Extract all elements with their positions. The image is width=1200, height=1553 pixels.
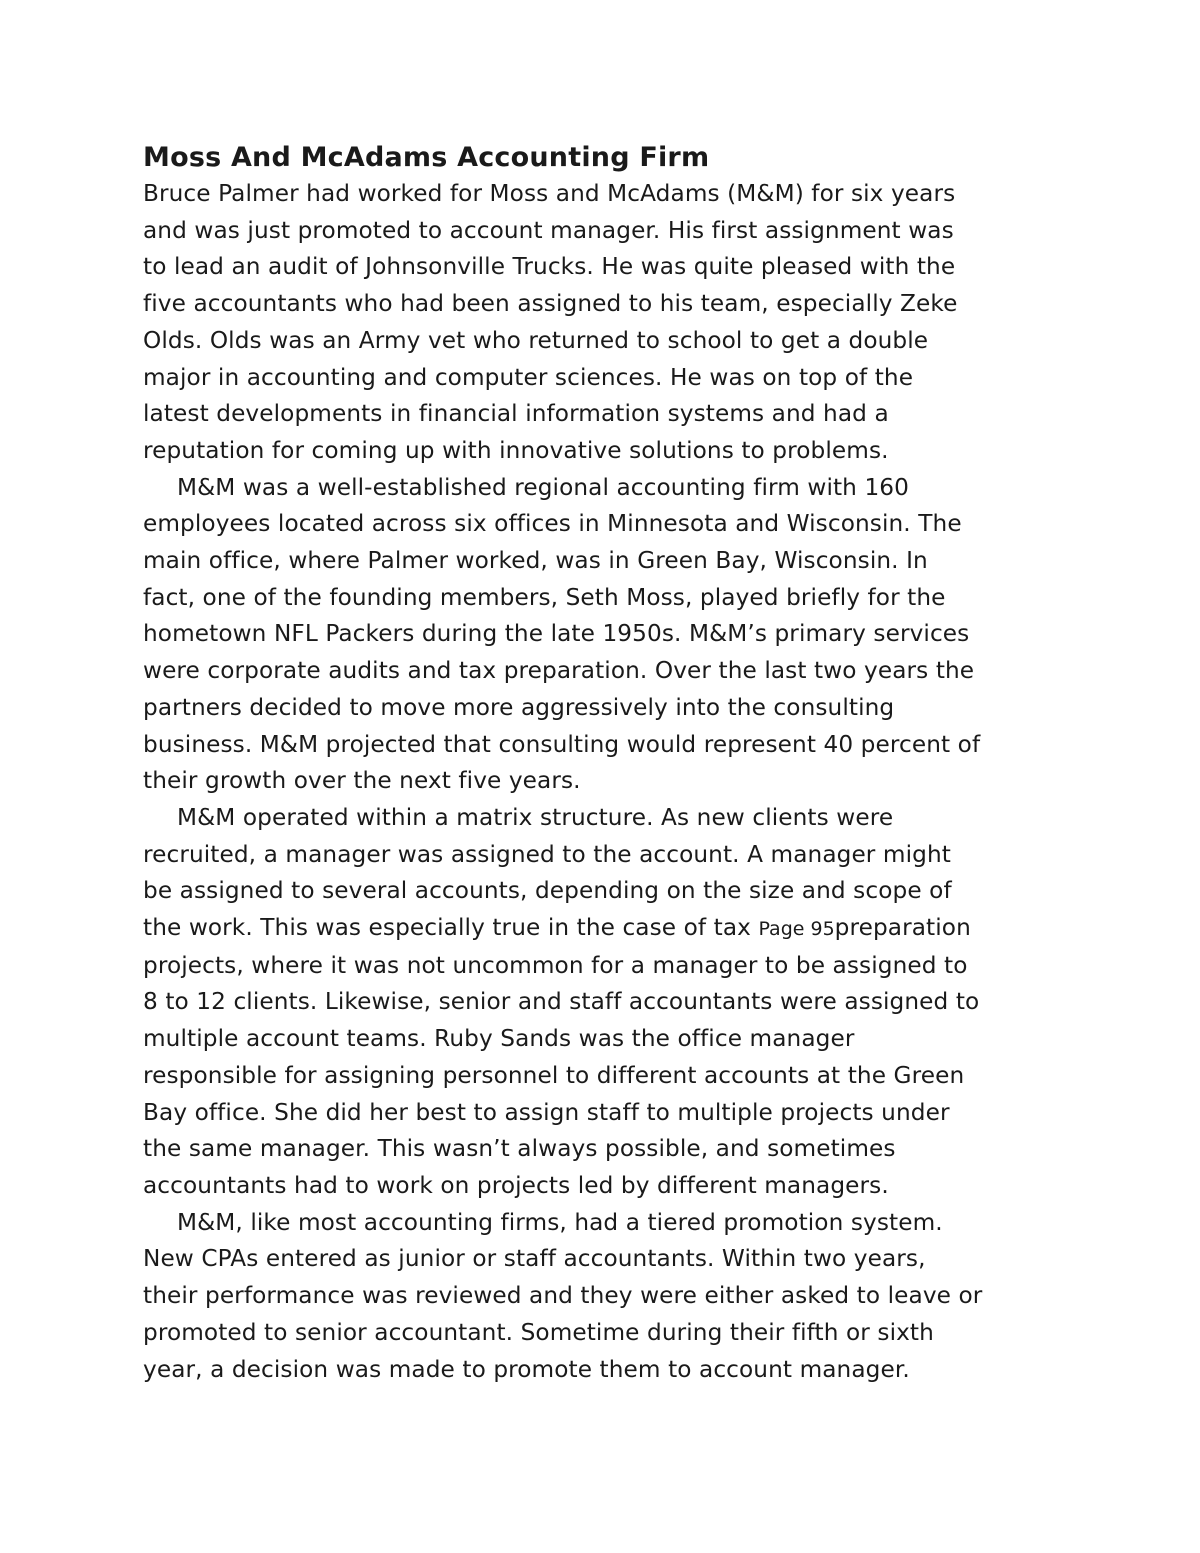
text-line: M&M, like most accounting firms, had a tiered promotion system.	[177, 1208, 943, 1236]
text-line: were corporate audits and tax preparation. Over the last two years the	[143, 657, 975, 685]
text-line: be assigned to several accounts, depending on the size and scope of	[143, 877, 952, 905]
text-line: promoted to senior accountant. Sometime during their fifth or sixth	[143, 1318, 934, 1346]
text-fragment: preparation	[834, 914, 971, 942]
paragraph-2	[143, 470, 1073, 800]
text-line: fact, one of the founding members, Seth Moss, played briefly for the	[143, 583, 946, 611]
text-line: accountants had to work on projects led by different managers.	[143, 1171, 889, 1199]
text-line: partners decided to move more aggressively into the consulting	[143, 693, 895, 721]
text-line: the same manager. This wasn’t always possible, and sometimes	[143, 1135, 896, 1163]
text-line: reputation for coming up with innovative solutions to problems.	[143, 436, 889, 464]
text-line: their performance was reviewed and they were either asked to leave or	[143, 1282, 983, 1310]
text-line: their growth over the next five years.	[143, 767, 581, 795]
document-page	[143, 140, 1073, 1388]
text-line: major in accounting and computer sciences. He was on top of the	[143, 363, 914, 391]
document-title: Moss And McAdams Accounting Firm	[143, 142, 710, 173]
paragraph-3	[143, 800, 1073, 1205]
text-line: responsible for assigning personnel to different accounts at the Green	[143, 1061, 965, 1089]
text-line: New CPAs entered as junior or staff accountants. Within two years,	[143, 1245, 926, 1273]
paragraph-1	[143, 176, 1073, 470]
text-line: employees located across six offices in Minnesota and Wisconsin. The	[143, 510, 962, 538]
text-line: hometown NFL Packers during the late 1950s. M&M’s primary services	[143, 620, 970, 648]
paragraph-4	[143, 1205, 1073, 1389]
text-line: Bruce Palmer had worked for Moss and McAdams (M&M) for six years	[143, 180, 956, 207]
page-number-marker: Page 95	[758, 918, 835, 941]
text-line: M&M operated within a matrix structure. As new clients were	[177, 803, 894, 831]
text-line: latest developments in financial information systems and had a	[143, 400, 889, 428]
text-fragment: the work. This was especially true in the case of tax	[143, 914, 759, 942]
text-line-with-page-marker	[143, 910, 1073, 948]
text-line: M&M was a well-established regional accounting firm with 160	[177, 473, 910, 501]
text-line: recruited, a manager was assigned to the account. A manager might	[143, 840, 951, 868]
text-line: five accountants who had been assigned to his team, especially Zeke	[143, 290, 958, 318]
text-line: business. M&M projected that consulting would represent 40 percent of	[143, 730, 981, 758]
text-line: 8 to 12 clients. Likewise, senior and staff accountants were assigned to	[143, 988, 980, 1016]
text-line: projects, where it was not uncommon for a manager to be assigned to	[143, 951, 968, 979]
text-line: Olds. Olds was an Army vet who returned to school to get a double	[143, 326, 929, 354]
text-line: and was just promoted to account manager. His first assignment was	[143, 216, 954, 244]
text-line: to lead an audit of Johnsonville Trucks. He was quite pleased with the	[143, 253, 956, 281]
text-line: year, a decision was made to promote them to account manager.	[143, 1355, 910, 1383]
text-line: main office, where Palmer worked, was in Green Bay, Wisconsin. In	[143, 547, 928, 575]
text-line: Bay office. She did her best to assign staff to multiple projects under	[143, 1098, 950, 1126]
text-line: multiple account teams. Ruby Sands was the office manager	[143, 1025, 855, 1053]
